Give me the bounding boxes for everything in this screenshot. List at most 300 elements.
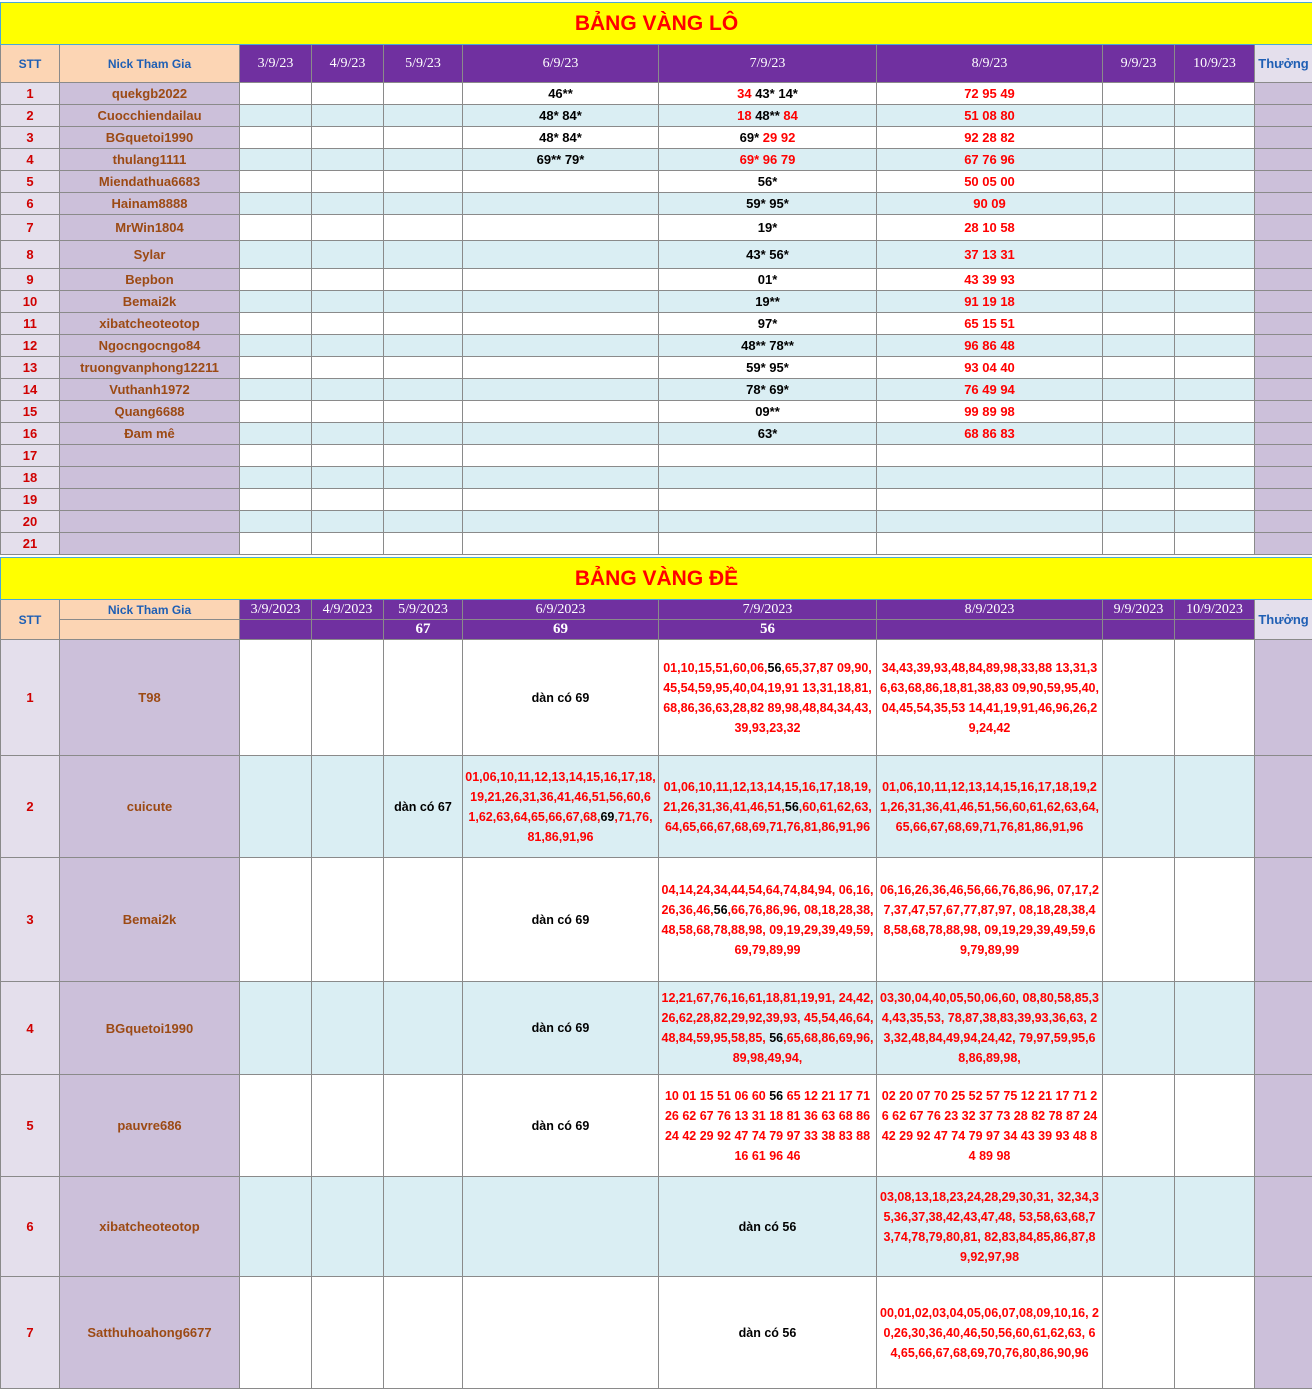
cell-d4: [312, 1075, 384, 1177]
cell-d5: [384, 83, 463, 105]
table-row: [1, 171, 1312, 193]
cell-text: 2: [26, 108, 33, 123]
cell-d10: [1175, 423, 1255, 445]
lo-header-date: 10/9/23: [1175, 45, 1255, 83]
table-row: [1, 335, 1312, 357]
cell-text: 01,06,10,11,12,13,14,15,16,17,18,19,21,26,31,36,41,46,51,: [663, 780, 871, 814]
cell-d5: [384, 511, 463, 533]
table-row: [1, 1075, 1312, 1177]
row-nick: [60, 105, 240, 127]
cell-text: 37 13 31: [964, 247, 1015, 262]
cell-d7: [659, 1075, 877, 1177]
cell-d3: [240, 982, 312, 1075]
cell-d9: [1103, 467, 1175, 489]
row-stt: [1, 193, 60, 215]
cell-d5: [384, 105, 463, 127]
cell-text: 65 15 51: [964, 316, 1015, 331]
cell-d6: [463, 1277, 659, 1389]
cell-d8: [877, 241, 1103, 269]
cell-text: 8: [26, 247, 33, 262]
table-row: [1, 756, 1312, 858]
de-result: [1103, 620, 1175, 640]
cell-d6: [463, 401, 659, 423]
cell-text: 3: [26, 912, 33, 927]
cell-text: Bemai2k: [123, 912, 176, 927]
cell-d3: [240, 215, 312, 241]
cell-text: Quang6688: [114, 404, 184, 419]
cell-text: dàn có 69: [532, 691, 590, 705]
cell-d3: [240, 193, 312, 215]
cell-text: BGquetoi1990: [106, 1021, 193, 1036]
cell-text: 01,06,10,11,12,13,14,15,16,17,18,19,21,26,31,36,41,46,51,56,60,61,62,63,64,65,66,67,68,69,71,76,81,86,91,96: [880, 780, 1099, 834]
cell-d3: [240, 1177, 312, 1277]
cell-d7: [659, 269, 877, 291]
cell-text: 01,06,10,11,12,13,14,15,16,17,18,19,21,26,31,36,41,46,51,56,60,61,62,63,64,65,66,67,68,: [465, 770, 655, 824]
row-stt: [1, 269, 60, 291]
row-stt: [1, 357, 60, 379]
cell-text: 43* 56*: [746, 247, 789, 262]
row-stt: [1, 401, 60, 423]
lo-header-date: 7/9/23: [659, 45, 877, 83]
row-thuong: [1255, 357, 1312, 379]
table-row: [1, 467, 1312, 489]
cell-text: Đam mê: [124, 426, 175, 441]
cell-d10: [1175, 241, 1255, 269]
cell-d3: [240, 241, 312, 269]
cell-text: Vuthanh1972: [109, 382, 189, 397]
cell-d9: [1103, 193, 1175, 215]
cell-text: 63*: [758, 426, 778, 441]
cell-text: 69: [600, 810, 614, 824]
cell-d8: [877, 357, 1103, 379]
cell-d9: [1103, 335, 1175, 357]
cell-d9: [1103, 105, 1175, 127]
cell-d3: [240, 357, 312, 379]
cell-text: 2: [26, 799, 33, 814]
cell-d10: [1175, 269, 1255, 291]
cell-text: 56: [785, 800, 799, 814]
cell-d9: [1103, 379, 1175, 401]
row-stt: [1, 756, 60, 858]
row-stt: [1, 423, 60, 445]
cell-d4: [312, 1177, 384, 1277]
de-table: [0, 557, 1312, 1389]
cell-d4: [312, 291, 384, 313]
cell-d4: [312, 215, 384, 241]
cell-d5: [384, 241, 463, 269]
cell-d3: [240, 423, 312, 445]
cell-text: 19**: [755, 294, 780, 309]
cell-d7: [659, 357, 877, 379]
cell-d3: [240, 640, 312, 756]
cell-text: 69*: [740, 130, 763, 145]
cell-d4: [312, 335, 384, 357]
row-stt: [1, 241, 60, 269]
table-row: [1, 241, 1312, 269]
cell-d7: [659, 105, 877, 127]
cell-text: xibatcheoteotop: [99, 1219, 199, 1234]
cell-d3: [240, 127, 312, 149]
cell-d9: [1103, 171, 1175, 193]
cell-d8: [877, 83, 1103, 105]
cell-d9: [1103, 982, 1175, 1075]
cell-text: Bepbon: [125, 272, 173, 287]
row-nick: [60, 241, 240, 269]
lo-header-date: 3/9/23: [240, 45, 312, 83]
cell-d10: [1175, 533, 1255, 555]
cell-d5: [384, 291, 463, 313]
cell-d9: [1103, 756, 1175, 858]
cell-d7: [659, 127, 877, 149]
cell-d7: [659, 215, 877, 241]
table-row: [1, 489, 1312, 511]
cell-d4: [312, 269, 384, 291]
row-thuong: [1255, 511, 1312, 533]
cell-text: 91 19 18: [964, 294, 1015, 309]
lo-header-date: 9/9/23: [1103, 45, 1175, 83]
cell-d5: [384, 401, 463, 423]
cell-d6: [463, 83, 659, 105]
de-header-nick-blank: [60, 620, 240, 640]
row-nick: [60, 127, 240, 149]
cell-d4: [312, 489, 384, 511]
cell-d5: [384, 533, 463, 555]
cell-d7: [659, 445, 877, 467]
cell-d10: [1175, 401, 1255, 423]
cell-text: 69* 96 79: [740, 152, 796, 167]
cell-d4: [312, 357, 384, 379]
cell-d5: [384, 858, 463, 982]
cell-d5: [384, 1277, 463, 1389]
cell-text: 46**: [548, 86, 573, 101]
cell-d10: [1175, 467, 1255, 489]
cell-text: T98: [138, 690, 160, 705]
row-nick: [60, 489, 240, 511]
cell-text: 12,21,67,76,16,61,18,81,19,91, 24,42,26,62,28,82,29,92,39,93, 45,54,46,64,48,84,59,95,58,85,: [662, 991, 874, 1045]
cell-text: 59* 95*: [746, 360, 789, 375]
cell-d8: [877, 858, 1103, 982]
lo-title: BẢNG VÀNG LÔ: [1, 3, 1312, 45]
cell-text: ,60,61,62,63,64,65,66,67,68,69,71,76,81,86,91,96: [665, 800, 872, 834]
table-row: [1, 1277, 1312, 1389]
row-nick: [60, 357, 240, 379]
row-stt: [1, 1177, 60, 1277]
cell-d6: [463, 105, 659, 127]
cell-text: 19: [23, 492, 37, 507]
cell-d6: [463, 357, 659, 379]
cell-d9: [1103, 1277, 1175, 1389]
lo-header-stt: STT: [1, 45, 60, 83]
cell-text: 6: [26, 1219, 33, 1234]
cell-text: 92 28 82: [964, 130, 1015, 145]
cell-text: MrWin1804: [115, 220, 184, 235]
cell-d6: [463, 193, 659, 215]
cell-text: Satthuhoahong6677: [87, 1325, 211, 1340]
cell-d8: [877, 193, 1103, 215]
table-row: [1, 215, 1312, 241]
table-row: [1, 83, 1312, 105]
cell-text: 99 89 98: [964, 404, 1015, 419]
cell-d6: [463, 533, 659, 555]
cell-d7: [659, 756, 877, 858]
row-thuong: [1255, 127, 1312, 149]
cell-d9: [1103, 640, 1175, 756]
cell-d8: [877, 982, 1103, 1075]
cell-text: 43 39 93: [964, 272, 1015, 287]
table-row: [1, 423, 1312, 445]
cell-d6: [463, 127, 659, 149]
cell-d7: [659, 241, 877, 269]
de-header-date: 8/9/2023: [877, 600, 1103, 620]
cell-text: 01,10,15,51,60,06,: [663, 661, 767, 675]
row-stt: [1, 467, 60, 489]
row-stt: [1, 335, 60, 357]
de-result: [877, 620, 1103, 640]
row-nick: [60, 467, 240, 489]
row-nick: [60, 1277, 240, 1389]
lo-header-nick: Nick Tham Gia: [60, 45, 240, 83]
cell-d10: [1175, 83, 1255, 105]
cell-d3: [240, 445, 312, 467]
cell-text: 84: [783, 108, 797, 123]
cell-d8: [877, 269, 1103, 291]
de-result: 67: [384, 620, 463, 640]
cell-text: 12: [23, 338, 37, 353]
cell-d5: [384, 756, 463, 858]
cell-text: Hainam8888: [112, 196, 188, 211]
table-row: [1, 149, 1312, 171]
cell-d10: [1175, 127, 1255, 149]
cell-d8: [877, 423, 1103, 445]
cell-text: 1: [26, 690, 33, 705]
cell-d8: [877, 511, 1103, 533]
cell-d6: [463, 171, 659, 193]
row-stt: [1, 127, 60, 149]
cell-d5: [384, 982, 463, 1075]
table-row: [1, 269, 1312, 291]
cell-d6: [463, 982, 659, 1075]
cell-d9: [1103, 1177, 1175, 1277]
table-row: [1, 193, 1312, 215]
row-nick: [60, 756, 240, 858]
cell-text: 69** 79*: [537, 152, 585, 167]
row-nick: [60, 269, 240, 291]
cell-d3: [240, 313, 312, 335]
cell-d6: [463, 215, 659, 241]
cell-text: 9: [26, 272, 33, 287]
table-row: [1, 640, 1312, 756]
cell-text: 48* 84*: [539, 108, 582, 123]
de-header-date: 5/9/2023: [384, 600, 463, 620]
cell-text: 6: [26, 196, 33, 211]
cell-d3: [240, 379, 312, 401]
cell-d6: [463, 467, 659, 489]
cell-text: 97*: [758, 316, 778, 331]
cell-d6: [463, 149, 659, 171]
cell-d5: [384, 379, 463, 401]
row-stt: [1, 1075, 60, 1177]
row-thuong: [1255, 291, 1312, 313]
cell-text: 4: [26, 1021, 33, 1036]
cell-d7: [659, 379, 877, 401]
cell-text: Ngocngocngo84: [99, 338, 201, 353]
cell-d6: [463, 269, 659, 291]
cell-d4: [312, 982, 384, 1075]
cell-d10: [1175, 489, 1255, 511]
cell-text: 04,14,24,34,44,54,64,74,84,94, 06,16,26,36,46,: [661, 883, 873, 917]
cell-d8: [877, 640, 1103, 756]
row-stt: [1, 171, 60, 193]
cell-text: 34: [737, 86, 755, 101]
cell-text: 7: [26, 220, 33, 235]
cell-text: 34,43,39,93,48,84,89,98,33,88 13,31,36,63,68,86,18,81,38,83 09,90,59,95,40,04,45,54,35,53 14,41,19,91,46,96,26,29,24,42: [880, 661, 1099, 735]
cell-text: ,65,37,87 09,90,45,54,59,95,40,04,19,91 13,31,18,81,68,86,36,63,28,82 89,98,48,84,34,43,39,93,23,32: [663, 661, 872, 735]
cell-d7: [659, 1177, 877, 1277]
cell-d10: [1175, 335, 1255, 357]
row-thuong: [1255, 269, 1312, 291]
cell-d10: [1175, 171, 1255, 193]
row-stt: [1, 215, 60, 241]
de-result: [1175, 620, 1255, 640]
cell-d4: [312, 445, 384, 467]
cell-d5: [384, 171, 463, 193]
row-stt: [1, 83, 60, 105]
row-nick: [60, 640, 240, 756]
cell-text: 5: [26, 174, 33, 189]
cell-d4: [312, 756, 384, 858]
cell-d8: [877, 127, 1103, 149]
cell-d10: [1175, 215, 1255, 241]
cell-d7: [659, 171, 877, 193]
cell-d3: [240, 1277, 312, 1389]
row-nick: [60, 401, 240, 423]
cell-text: BGquetoi1990: [106, 130, 193, 145]
cell-d7: [659, 858, 877, 982]
row-nick: [60, 291, 240, 313]
de-rows: [1, 640, 1312, 1389]
cell-d10: [1175, 149, 1255, 171]
row-thuong: [1255, 640, 1312, 756]
cell-d4: [312, 127, 384, 149]
cell-d10: [1175, 1177, 1255, 1277]
cell-text: 65 12 21 17 71 26 62 67 76 13 31 18 81 36 63 68 86 24 42 29 92 47 74 79 97 33 38 83 88 16 61 96 46: [665, 1089, 870, 1163]
cell-text: 93 04 40: [964, 360, 1015, 375]
cell-text: 56: [769, 1089, 783, 1103]
cell-d5: [384, 1075, 463, 1177]
de-title: BẢNG VÀNG ĐỀ: [1, 558, 1312, 600]
cell-text: Miendathua6683: [99, 174, 200, 189]
table-row: [1, 313, 1312, 335]
lo-header-date: 8/9/23: [877, 45, 1103, 83]
cell-d3: [240, 533, 312, 555]
lo-table: [0, 2, 1312, 555]
row-stt: [1, 105, 60, 127]
lo-header-thuong: Thưởng: [1255, 45, 1312, 83]
cell-d7: [659, 467, 877, 489]
cell-d3: [240, 171, 312, 193]
cell-d4: [312, 511, 384, 533]
table-row: [1, 1177, 1312, 1277]
row-thuong: [1255, 756, 1312, 858]
cell-d8: [877, 149, 1103, 171]
table-row: [1, 858, 1312, 982]
de-result: [312, 620, 384, 640]
cell-d9: [1103, 241, 1175, 269]
cell-d5: [384, 313, 463, 335]
cell-text: 59* 95*: [746, 196, 789, 211]
cell-text: 51 08 80: [964, 108, 1015, 123]
row-thuong: [1255, 105, 1312, 127]
cell-d4: [312, 193, 384, 215]
cell-text: 1: [26, 86, 33, 101]
cell-d10: [1175, 858, 1255, 982]
row-stt: [1, 640, 60, 756]
cell-d4: [312, 241, 384, 269]
cell-d3: [240, 83, 312, 105]
cell-d6: [463, 423, 659, 445]
cell-d3: [240, 756, 312, 858]
cell-d9: [1103, 423, 1175, 445]
cell-d3: [240, 401, 312, 423]
cell-d9: [1103, 445, 1175, 467]
cell-d10: [1175, 357, 1255, 379]
cell-d7: [659, 401, 877, 423]
cell-text: 11: [23, 316, 37, 331]
row-thuong: [1255, 858, 1312, 982]
cell-d8: [877, 105, 1103, 127]
de-result: 56: [659, 620, 877, 640]
row-nick: [60, 858, 240, 982]
cell-text: 43* 14*: [755, 86, 798, 101]
cell-d3: [240, 467, 312, 489]
cell-text: 56: [768, 661, 782, 675]
cell-d5: [384, 193, 463, 215]
cell-d4: [312, 640, 384, 756]
row-thuong: [1255, 533, 1312, 555]
cell-text: 19*: [758, 220, 778, 235]
cell-d8: [877, 1075, 1103, 1177]
cell-d8: [877, 171, 1103, 193]
cell-text: dàn có 69: [532, 1119, 590, 1133]
cell-d7: [659, 313, 877, 335]
cell-d5: [384, 445, 463, 467]
cell-d7: [659, 1277, 877, 1389]
cell-d10: [1175, 756, 1255, 858]
cell-text: 76 49 94: [964, 382, 1015, 397]
cell-text: 14: [23, 382, 37, 397]
cell-text: 67 76 96: [964, 152, 1015, 167]
cell-d9: [1103, 149, 1175, 171]
cell-text: 48** 78**: [741, 338, 794, 353]
de-header-date: 9/9/2023: [1103, 600, 1175, 620]
cell-d9: [1103, 401, 1175, 423]
cell-d3: [240, 511, 312, 533]
cell-text: 20: [23, 514, 37, 529]
cell-text: dàn có 56: [739, 1220, 797, 1234]
row-stt: [1, 858, 60, 982]
cell-d9: [1103, 357, 1175, 379]
cell-d10: [1175, 982, 1255, 1075]
cell-text: 17: [23, 448, 37, 463]
cell-d9: [1103, 1075, 1175, 1177]
row-stt: [1, 1277, 60, 1389]
cell-d10: [1175, 313, 1255, 335]
cell-text: 56*: [758, 174, 778, 189]
cell-text: 18: [737, 108, 755, 123]
cell-d6: [463, 379, 659, 401]
cell-d3: [240, 149, 312, 171]
row-thuong: [1255, 149, 1312, 171]
